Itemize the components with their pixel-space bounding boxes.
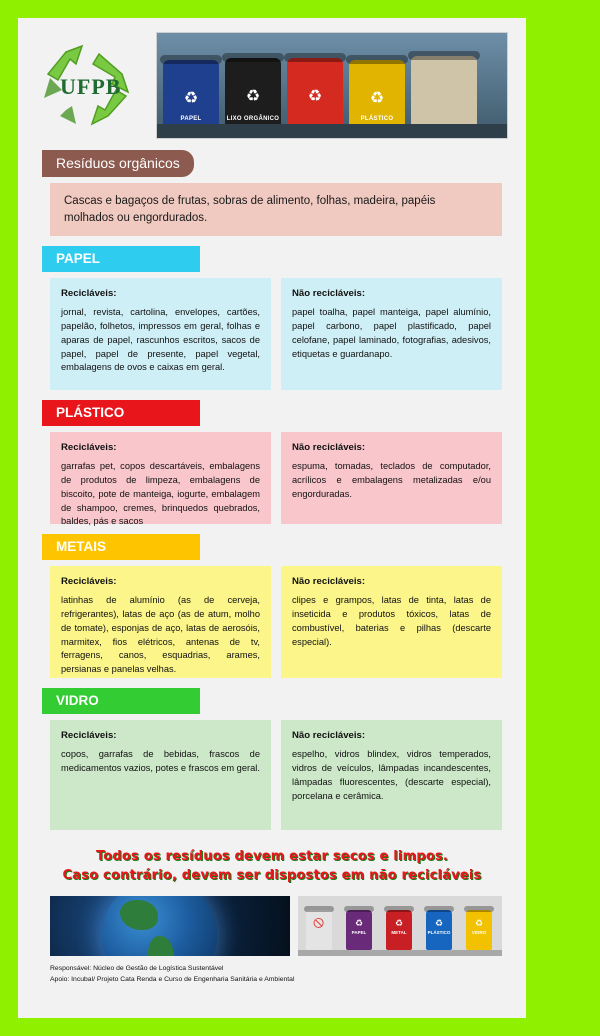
bins-strip-photo <box>298 896 502 956</box>
recycle-symbol-icon: ♻ <box>474 918 484 929</box>
bin-lid <box>284 53 346 62</box>
papel-nao-reciclaveis <box>281 278 502 390</box>
credits-line-2: Apoio: Incubal/ Projeto Cata Renda e Curso de Engenharia Sanitária e Ambiental <box>50 975 295 983</box>
strip-bin-papel <box>346 910 372 950</box>
papel-nao-title: Não recicláveis: <box>292 288 366 300</box>
credits <box>50 964 502 986</box>
strip-bin-plastico <box>426 910 452 950</box>
strip-bin-label: PLÁSTICO <box>427 930 451 936</box>
bin-caption: PAPEL <box>180 116 202 122</box>
no-entry-icon: 🚫 <box>313 918 325 929</box>
photo-ground <box>157 124 507 138</box>
section-header-organicos <box>36 150 508 177</box>
metais-reciclaveis <box>50 566 271 678</box>
ufpb-logo <box>36 32 146 137</box>
strip-bin-nao-reciclavel <box>306 910 332 950</box>
plastico-columns <box>50 432 502 527</box>
poster-container <box>18 18 526 1018</box>
strip-bin-label: PAPEL <box>351 930 367 936</box>
plastico-reciclaveis-text: garrafas pet, copos descartáveis, embalagens de produtos de limpeza, embalagens de biscoito, pote de manteiga, iogurte, embalagem de shampoo, cremes, brinquedos quebrados, baldes, pás e sacos <box>61 460 260 527</box>
plastico-nao-title: Não recicláveis: <box>292 442 366 454</box>
organicos-text: Cascas e bagaços de frutas, sobras de alimento, folhas, madeira, papéis molhados ou engordurados. <box>64 195 436 224</box>
credits-line-1: Responsável: Núcleo de Gestão de Logística Sustentável <box>50 965 224 973</box>
footer-images <box>50 896 502 956</box>
organicos-title: Resíduos orgânicos <box>42 150 194 177</box>
bin-lid <box>384 906 414 912</box>
recycle-symbol-icon: ♻ <box>369 90 385 107</box>
bin-lid <box>464 906 494 912</box>
bin-lid <box>304 906 334 912</box>
metais-reciclaveis-text: latinhas de alumínio (as de cerveja, refrigerantes), latas de aço (as de atum, molho de tomate), esponjas de aço, latas de aerosóis, marmitex, fios elétricos, antenas de tv, ferragens, canos, esquadrias, arames, persianas e panelas velhas. <box>61 594 260 675</box>
strip-floor <box>298 950 502 956</box>
vidro-reciclaveis-title: Recicláveis: <box>61 730 117 742</box>
papel-title: PAPEL <box>42 246 200 272</box>
section-header-papel <box>36 246 508 272</box>
metais-nao-reciclaveis <box>281 566 502 678</box>
bin-lid <box>424 906 454 912</box>
globe-shape <box>102 896 217 956</box>
bin-lid <box>344 906 374 912</box>
metais-columns <box>50 566 502 678</box>
bin-caption: LIXO ORGÂNICO <box>226 116 280 122</box>
organicos-box <box>50 183 502 236</box>
section-header-metais <box>36 534 508 560</box>
vidro-nao-title: Não recicláveis: <box>292 730 366 742</box>
slogan-line-1: Todos os resíduos devem estar secos e limpos. <box>95 849 449 865</box>
header-photo-bins <box>156 32 508 139</box>
earth-photo <box>50 896 290 956</box>
metais-reciclaveis-title: Recicláveis: <box>61 576 117 588</box>
papel-reciclaveis <box>50 278 271 390</box>
recycle-symbol-icon: ♻ <box>354 918 364 929</box>
strip-bin-label: VIDRO <box>471 930 487 936</box>
plastico-reciclaveis <box>50 432 271 527</box>
strip-bin-vidro <box>466 910 492 950</box>
logo-label: UFPB <box>60 74 122 99</box>
vidro-reciclaveis <box>50 720 271 830</box>
metais-title: METAIS <box>42 534 200 560</box>
vidro-nao-reciclaveis <box>281 720 502 830</box>
land-mass <box>148 936 174 956</box>
section-header-vidro <box>36 688 508 714</box>
slogan-line-2: Caso contrário, devem ser dispostos em não recicláveis <box>62 868 482 884</box>
papel-reciclaveis-title: Recicláveis: <box>61 288 117 300</box>
slogan <box>36 848 508 886</box>
recycle-symbol-icon: ♻ <box>394 918 404 929</box>
strip-bin-metal <box>386 910 412 950</box>
metais-nao-title: Não recicláveis: <box>292 576 366 588</box>
section-header-plastico <box>36 400 508 426</box>
land-mass <box>120 900 158 930</box>
papel-nao-text: papel toalha, papel manteiga, papel alumínio, papel carbono, papel plastificado, papel celofane, papel laminado, fotografias, adesivos, etiquetas e guardanapo. <box>292 306 491 359</box>
bin-lid <box>346 55 408 64</box>
vidro-reciclaveis-text: copos, garrafas de bebidas, frascos de medicamentos vazios, potes e frascos em geral. <box>61 748 260 773</box>
plastico-reciclaveis-title: Recicláveis: <box>61 442 117 454</box>
plastico-nao-text: espuma, tomadas, teclados de computador, acrílicos e embalagens metalizadas e/ou engorduradas. <box>292 460 491 499</box>
vidro-nao-text: espelho, vidros blindex, vidros temperados, vidros de veículos, lâmpadas incandescentes, lâmpadas fluorescentes, (descarte especial), porcelana e cerâmica. <box>292 748 491 801</box>
plastico-nao-reciclaveis <box>281 432 502 524</box>
papel-reciclaveis-text: jornal, revista, cartolina, envelopes, cartões, papelão, folhetos, impressos em geral, folhas e aparas de papel, rascunhos escritos, sacos de papel, papel de presente, papel vegetal, embalagens de ovos e caixas em geral. <box>61 306 260 373</box>
plastico-title: PLÁSTICO <box>42 400 200 426</box>
recycle-symbol-icon: ♻ <box>245 88 261 105</box>
recycle-symbol-icon: ♻ <box>183 90 199 107</box>
metais-nao-text: clipes e grampos, latas de tinta, latas de inseticida e produtos tóxicos, latas de combustível, baterias e pilhas (descarte especial). <box>292 594 491 647</box>
vidro-columns <box>50 720 502 830</box>
vidro-title: VIDRO <box>42 688 200 714</box>
recycle-symbol-icon: ♻ <box>434 918 444 929</box>
papel-columns <box>50 278 502 390</box>
bin-lid <box>160 55 222 64</box>
bin-lid <box>222 53 284 62</box>
bin-caption: PLÁSTICO <box>360 116 394 122</box>
strip-bin-label: METAL <box>391 930 407 936</box>
bin-lid <box>408 51 480 60</box>
poster-header <box>36 32 508 140</box>
recycle-symbol-icon: ♻ <box>307 88 323 105</box>
